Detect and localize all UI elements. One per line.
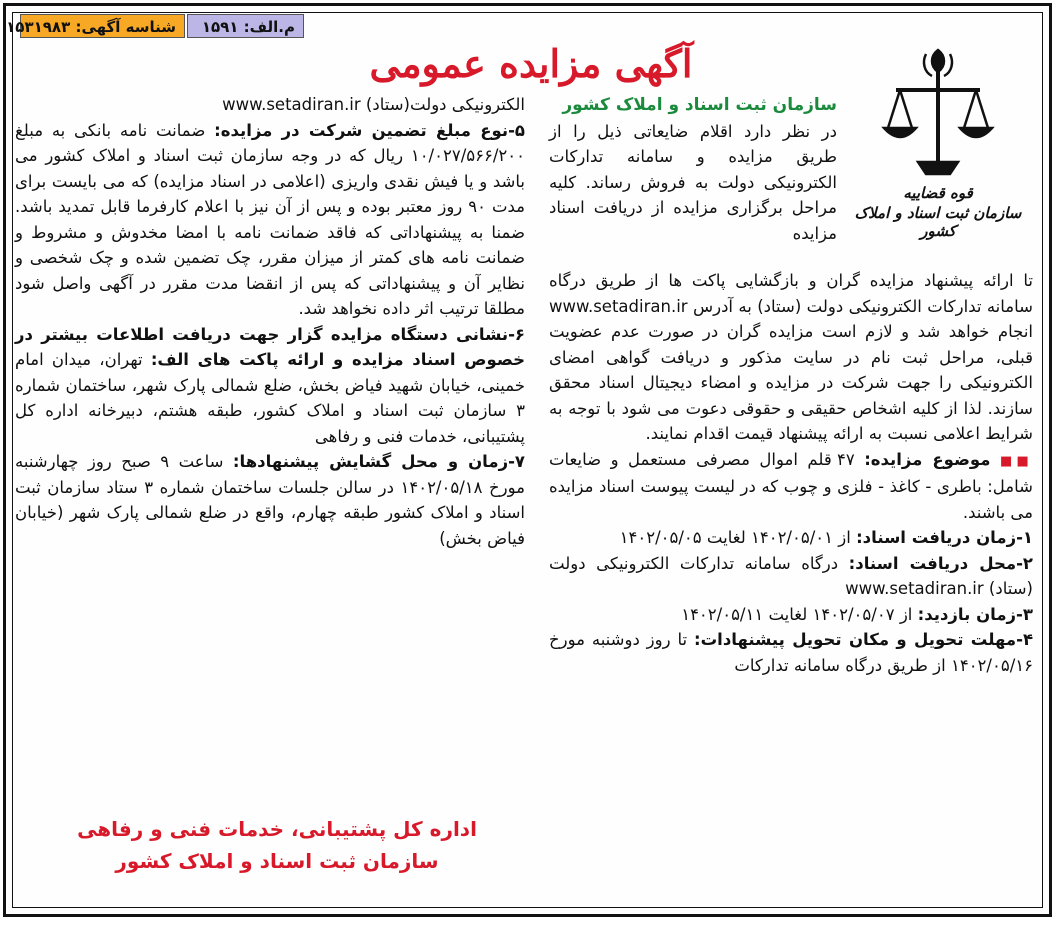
subject-marker: ■■ [999, 453, 1033, 469]
item-2-text: درگاه سامانه تدارکات الکترونیکی دولت (ستاد) www.setadiran.ir [549, 553, 1033, 598]
reference-badge: م.الف: ۱۵۹۱ [187, 14, 304, 38]
paragraph-process: تا ارائه پیشنهاد مزایده گران و بازگشایی پاکت ها از طریق درگاه سامانه تدارکات الکترونیکی دولت (ستاد) به آدرس www.setadiran.ir انجام خواهد شد و لازم است مزایده گران در صورت عدم عضویت قبلی، مراحل ثبت نام در سایت مذکور و دریافت گواهی امضای الکترونیکی را جهت شرکت در مزایده و امضاء دیجیتال اسناد محقق سازند. لذا از کلیه اشخاص حقیقی و حقوقی دعوت می شود با توجه به شرایط اعلامی نسبت به ارائه پیشنهاد قیمت اقدام نمایند. [549, 271, 1033, 443]
item-1-label: ۱-زمان دریافت اسناد: [856, 528, 1033, 547]
item-7-text: ساعت ۹ صبح روز چهارشنبه مورخ ۱۴۰۲/۰۵/۱۸ در سالن جلسات ساختمان شماره ۳ ستاد سازمان ثبت اسناد و املاک کشور طبقه چهارم، واقع در ضلع شمالی پارک شهر (خیابان فیاض بخش) [15, 452, 525, 548]
item-6-label: ۶-نشانی دستگاه مزایده گزار جهت دریافت اطلاعات بیشتر در خصوص اسناد مزایده و ارائه پاکت های الف: [15, 324, 525, 369]
item-2-label: ۲-محل دریافت اسناد: [848, 553, 1033, 573]
emblem-caption-judiciary: قوه قضاییه [903, 184, 973, 202]
intro-column [549, 92, 837, 246]
intro-text: در نظر دارد اقلام ضایعاتی ذیل را از طریق مزایده و سامانه تدارکات الکترونیکی دولت به فروش رساند. کلیه مراحل برگزاری مزایده از دریافت اسناد مزایده [549, 121, 837, 243]
right-column [549, 268, 1033, 678]
item-6-text: تهران، میدان امام خمینی، خیابان شهید فیاض بخش، ضلع شمالی پارک شهر، ساختمان شماره ۳ سازمان ثبت اسناد و املاک کشور، طبقه هشتم، دبیرخانه اداره کل پشتیبانی، خدمات فنی و رفاهی [15, 350, 525, 446]
subject-text: ۴۷ قلم اموال مصرفی مستعمل و ضایعات شامل: باطری - کاغذ - فلزی و چوب که در لیست پیوست اسناد مزایده می باشند. [549, 449, 1033, 522]
item-4 [549, 627, 1033, 678]
scales-of-justice-icon [878, 42, 998, 182]
item-2 [549, 551, 1033, 602]
item-1-text: از ۱۴۰۲/۰۵/۰۱ لغایت ۱۴۰۲/۰۵/۰۵ [619, 528, 851, 547]
item-3 [549, 602, 1033, 628]
item-1 [549, 525, 1033, 551]
subject-item [549, 447, 1033, 526]
emblem-caption-org: سازمان ثبت اسناد و املاک کشور [854, 204, 1022, 240]
item-5 [15, 118, 525, 322]
item-3-label: ۳-زمان بازدید: [917, 604, 1033, 624]
item-4-label: ۴-مهلت تحویل و مکان تحویل پیشنهادات: [693, 630, 1034, 649]
subject-label: موضوع مزایده: [864, 449, 991, 469]
item-5-label: ۵-نوع مبلغ تضمین شرکت در مزایده: [214, 120, 525, 140]
item-5-text: ضمانت نامه بانکی به مبلغ ۱۰/۰۲۷/۵۶۶/۲۰۰ ریال که در وجه سازمان ثبت اسناد و املاک کشور می باشد و یا فیش نقدی واریزی (اعلامی در اسناد مزایده) که می بایست برای مدت ۹۰ روز معتبر بوده و پس از آن نیز با اعلام کارفرما قابل تمدید باشد. ضمنا به پیشنهاداتی که فاقد ضمانت نامه با امضا مخدوش و مشروط و ضمانت نامه های کمتر از میزان مقرر، چک تضمین شده و چک شخصی و نظایر آن و پیشنهاداتی که پس از انقضا مدت مقرر در آگهی واصل شود مطلقا ترتیب اثر داده نخواهد شد. [15, 120, 526, 318]
left-column [15, 92, 525, 551]
item-7-label: ۷-زمان و محل گشایش پیشنهادها: [232, 452, 525, 471]
item-4-text: تا روز دوشنبه مورخ ۱۴۰۲/۰۵/۱۶ از طریق درگاه سامانه تدارکات [549, 630, 1033, 675]
emblem [843, 42, 1033, 242]
item-7 [15, 449, 525, 551]
footer-organization: سازمان ثبت اسناد و املاک کشور [115, 849, 439, 873]
org-name: سازمان ثبت اسناد و املاک کشور [562, 95, 837, 115]
page-title: آگهی مزایده عمومی [369, 41, 693, 86]
item-6 [15, 322, 525, 450]
footer-department: اداره کل پشتیبانی، خدمات فنی و رفاهی [77, 817, 477, 841]
ad-id-badge: شناسه آگهی: ۱۵۳۱۹۸۳ [20, 14, 185, 38]
continuation-text: الکترونیکی دولت(ستاد) www.setadiran.ir [222, 95, 525, 114]
item-3-text: از ۱۴۰۲/۰۵/۰۷ لغایت ۱۴۰۲/۰۵/۱۱ [681, 604, 913, 624]
auction-notice [3, 3, 1052, 917]
